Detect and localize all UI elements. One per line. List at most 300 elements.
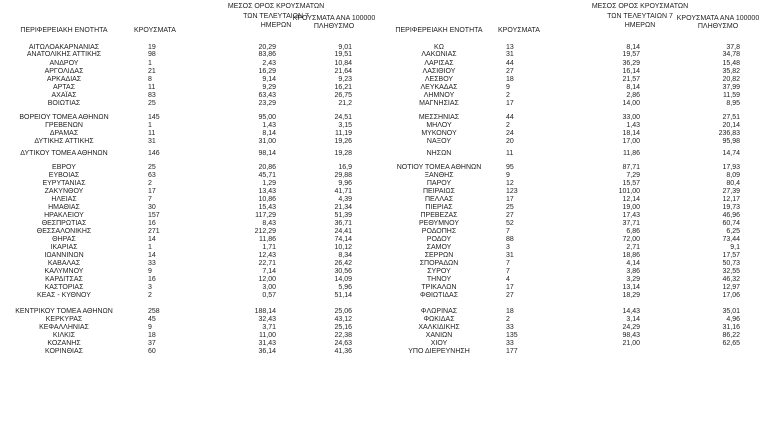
cases-per-100k-cell: 35,01: [722, 308, 740, 315]
cases-per-100k-cell: 31,16: [722, 324, 740, 331]
table-row: [0, 340, 384, 348]
cases-cell: 9: [506, 84, 510, 91]
avg-cases-cell: 36,29: [622, 60, 640, 67]
table-row: [0, 196, 384, 204]
avg-cases-cell: 23,29: [258, 100, 276, 107]
cases-cell: 135: [506, 332, 518, 339]
table-row: [384, 51, 768, 59]
cases-per-100k-cell: 11,19: [335, 130, 352, 137]
table-row: [384, 252, 768, 260]
avg-cases-cell: 16,29: [258, 68, 276, 75]
table-row: [384, 114, 768, 122]
cases-per-100k-cell: 21,2: [338, 100, 352, 107]
region-name-cell: ΧΑΛΚΙΔΙΚΗΣ: [418, 324, 460, 331]
region-name-cell: ΚΕΑΣ - ΚΥΘΝΟΥ: [37, 292, 91, 299]
region-name-cell: ΗΡΑΚΛΕΙΟΥ: [44, 212, 84, 219]
cases-per-100k-cell: 43,12: [334, 316, 352, 323]
table-row: [0, 324, 384, 332]
region-name-cell: ΑΙΤΩΛΟΑΚΑΡΝΑΝΙΑΣ: [28, 44, 100, 51]
region-name-cell: ΚΙΛΚΙΣ: [52, 332, 76, 339]
cases-per-100k-cell: 46,96: [722, 212, 740, 219]
region-name-cell: ΛΑΣΙΘΙΟΥ: [422, 68, 456, 75]
region-name-cell: ΡΕΘΥΜΝΟΥ: [418, 220, 459, 227]
cases-cell: 27: [506, 212, 514, 219]
table-row: [384, 332, 768, 340]
cases-per-100k-cell: 9,23: [338, 76, 352, 83]
cases-cell: 9: [506, 172, 510, 179]
cases-cell: 44: [506, 60, 514, 67]
cases-cell: 16: [148, 276, 156, 283]
table-row: [0, 332, 384, 340]
cases-per-100k-cell: 60,74: [722, 220, 740, 227]
avg-cases-cell: 45,71: [258, 172, 276, 179]
avg-cases-cell: 7,14: [262, 268, 276, 275]
cases-per-100k-cell: 74,14: [334, 236, 352, 243]
cases-per-100k-cell: 41,71: [334, 188, 352, 195]
cases-cell: 2: [148, 292, 152, 299]
avg-cases-cell: 8,43: [262, 220, 276, 227]
region-name-cell: ΝΗΣΩΝ: [426, 150, 452, 157]
cases-cell: 19: [148, 44, 156, 51]
avg-cases-cell: 16,14: [622, 68, 640, 75]
region-name-cell: ΖΑΚΥΝΘΟΥ: [44, 188, 84, 195]
cases-cell: 1: [148, 60, 152, 67]
cases-cell: 177: [506, 348, 518, 355]
avg-cases-cell: 1,43: [262, 122, 276, 129]
avg-cases-cell: 21,57: [622, 76, 640, 83]
region-name-cell: ΒΟΡΕΙΟΥ ΤΟΜΕΑ ΑΘΗΝΩΝ: [19, 114, 109, 121]
avg-cases-cell: 4,14: [626, 260, 640, 267]
cases-per-100k-cell: 3,15: [338, 122, 352, 129]
table-row: [384, 100, 768, 108]
avg-cases-cell: 9,14: [262, 76, 276, 83]
cases-cell: 1: [148, 244, 152, 251]
region-name-cell: ΦΘΙΩΤΙΔΑΣ: [419, 292, 459, 299]
avg-cases-cell: 8,14: [626, 44, 640, 51]
table-row: [384, 92, 768, 100]
avg-cases-cell: 11,86: [259, 236, 276, 243]
avg-cases-cell: 98,43: [622, 332, 640, 339]
per-header-line2: ΠΛΗΘΥΣΜΟ: [313, 23, 355, 30]
avg-cases-cell: 15,43: [258, 204, 276, 211]
table-row: [384, 138, 768, 146]
table-row: [0, 114, 384, 122]
table-row: [0, 348, 384, 356]
table-row: [384, 268, 768, 276]
cases-cell: 27: [506, 68, 514, 75]
table-row: [384, 316, 768, 324]
avg-cases-cell: 8,14: [262, 130, 276, 137]
region-name-cell: ΣΕΡΡΩΝ: [424, 252, 454, 259]
cases-per-100k-cell: 19,73: [722, 204, 740, 211]
cases-cell: 33: [506, 340, 514, 347]
cases-cell: 11: [506, 150, 514, 157]
avg-cases-cell: 3,71: [262, 324, 276, 331]
avg-cases-cell: 3,86: [626, 268, 640, 275]
cases-cell: 17: [506, 284, 514, 291]
table-row: [384, 236, 768, 244]
region-name-cell: ΜΑΓΝΗΣΙΑΣ: [419, 100, 459, 107]
right-table-header: [384, 3, 768, 41]
table-row: [0, 276, 384, 284]
avg-cases-cell: 3,00: [262, 284, 276, 291]
table-row: [0, 188, 384, 196]
cases-per-100k-cell: 86,22: [722, 332, 740, 339]
region-name-cell: ΛΕΣΒΟΥ: [424, 76, 454, 83]
region-name-cell: ΦΩΚΙΔΑΣ: [423, 316, 455, 323]
region-name-cell: ΣΥΡΟΥ: [427, 268, 451, 275]
table-row: [0, 284, 384, 292]
table-row: [0, 252, 384, 260]
region-name-cell: ΑΧΑΪΑΣ: [51, 92, 77, 99]
table-row: [384, 260, 768, 268]
cases-cell: 60: [148, 348, 156, 355]
table-row: [0, 76, 384, 84]
per-header-line1: ΚΡΟΥΣΜΑΤΑ ΑΝΑ 100000: [292, 15, 376, 22]
per-header-line1: ΚΡΟΥΣΜΑΤΑ ΑΝΑ 100000: [676, 15, 760, 22]
cases-per-100k-cell: 24,63: [334, 340, 352, 347]
region-name-cell: ΗΜΑΘΙΑΣ: [48, 204, 80, 211]
region-name-cell: ΠΙΕΡΙΑΣ: [425, 204, 453, 211]
cases-per-100k-cell: 80,4: [726, 180, 740, 187]
table-row: [0, 150, 384, 158]
region-name-cell: ΔΡΑΜΑΣ: [49, 130, 79, 137]
cases-cell: 18: [506, 76, 514, 83]
cases-cell: 63: [148, 172, 156, 179]
table-row: [384, 340, 768, 348]
cases-per-100k-cell: 9,1: [730, 244, 740, 251]
table-row: [384, 172, 768, 180]
region-name-cell: ΘΕΣΣΑΛΟΝΙΚΗΣ: [36, 228, 92, 235]
table-row: [0, 51, 384, 59]
table-row: [0, 130, 384, 138]
cases-cell: 9: [148, 324, 152, 331]
table-row: [0, 236, 384, 244]
cases-per-100k-cell: 15,48: [722, 60, 740, 67]
avg-cases-cell: 3,29: [626, 276, 640, 283]
avg-cases-cell: 6,86: [626, 228, 640, 235]
avg-cases-cell: 1,71: [262, 244, 276, 251]
avg-cases-cell: 19,57: [622, 51, 640, 58]
region-name-cell: ΝΑΞΟΥ: [426, 138, 452, 145]
avg-cases-cell: 63,43: [258, 92, 276, 99]
table-row: [384, 60, 768, 68]
cases-cell: 11: [148, 130, 156, 137]
cases-cell: 24: [506, 130, 514, 137]
region-name-cell: ΥΠΟ ΔΙΕΡΕΥΝΗΣΗ: [408, 348, 470, 355]
avg-cases-cell: 18,86: [622, 252, 640, 259]
cases-cell: 16: [148, 220, 156, 227]
cases-per-100k-cell: 14,74: [722, 150, 740, 157]
cases-per-100k-cell: 4,96: [726, 316, 740, 323]
table-row: [0, 180, 384, 188]
cases-cell: 31: [148, 138, 156, 145]
table-row: [384, 164, 768, 172]
left-table-header: [0, 3, 384, 41]
avg-cases-cell: 21,00: [622, 340, 640, 347]
region-name-cell: ΜΥΚΟΝΟΥ: [421, 130, 457, 137]
table-row: [384, 284, 768, 292]
region-name-cell: ΤΡΙΚΑΛΩΝ: [421, 284, 457, 291]
region-name-cell: ΡΟΔΟΥ: [426, 236, 452, 243]
cases-per-100k-cell: 6,25: [726, 228, 740, 235]
cases-per-100k-cell: 50,73: [722, 260, 740, 267]
cases-per-100k-cell: 46,32: [722, 276, 740, 283]
cases-cell: 7: [506, 260, 510, 267]
region-name-cell: ΚΩ: [434, 44, 444, 51]
table-row: [384, 68, 768, 76]
cases-per-100k-cell: 27,39: [722, 188, 740, 195]
avg-cases-cell: 32,43: [258, 316, 276, 323]
per-header-line2: ΠΛΗΘΥΣΜΟ: [697, 23, 739, 30]
cases-per-100k-cell: 236,83: [718, 130, 740, 137]
region-name-cell: ΦΛΩΡΙΝΑΣ: [420, 308, 458, 315]
table-row: [384, 324, 768, 332]
avg-cases-cell: 13,43: [258, 188, 276, 195]
region-name-cell: ΒΟΙΩΤΙΑΣ: [47, 100, 81, 107]
cases-cell: 31: [506, 252, 514, 259]
cases-cell: 2: [148, 180, 152, 187]
cases-per-100k-cell: 5,96: [338, 284, 352, 291]
region-name-cell: ΚΑΒΑΛΑΣ: [47, 260, 81, 267]
avg-header-line3: ΗΜΕΡΩΝ: [624, 22, 656, 29]
table-row: [384, 292, 768, 300]
cases-cell: 17: [148, 188, 156, 195]
cases-per-100k-cell: 34,78: [722, 51, 740, 58]
cases-cell: 44: [506, 114, 514, 121]
cases-per-100k-cell: 62,65: [722, 340, 740, 347]
cases-per-100k-cell: 25,16: [334, 324, 352, 331]
cases-cell: 25: [148, 164, 156, 171]
cases-cell: 4: [506, 276, 510, 283]
avg-cases-cell: 14,43: [622, 308, 640, 315]
cases-per-100k-cell: 36,71: [334, 220, 352, 227]
region-name-cell: ΤΗΝΟΥ: [426, 276, 452, 283]
cases-header: ΚΡΟΥΣΜΑΤΑ: [498, 27, 540, 34]
table-row: [0, 204, 384, 212]
region-header: ΠΕΡΙΦΕΡΕΙΑΚΗ ΕΝΟΤΗΤΑ: [395, 27, 483, 34]
region-name-cell: ΣΑΜΟΥ: [426, 244, 452, 251]
cases-cell: 9: [148, 268, 152, 275]
cases-per-100k-cell: 8,95: [726, 100, 740, 107]
cases-cell: 11: [148, 84, 156, 91]
table-row: [384, 122, 768, 130]
table-row: [384, 150, 768, 158]
avg-cases-cell: 36,14: [258, 348, 276, 355]
cases-cell: 33: [148, 260, 156, 267]
table-row: [0, 122, 384, 130]
region-name-cell: ΝΟΤΙΟΥ ΤΟΜΕΑ ΑΘΗΝΩΝ: [396, 164, 482, 171]
avg-cases-cell: 98,14: [258, 150, 276, 157]
region-name-cell: ΠΑΡΟΥ: [426, 180, 452, 187]
cases-cell: 7: [148, 196, 152, 203]
region-name-cell: ΣΠΟΡΑΔΩΝ: [419, 260, 459, 267]
region-name-cell: ΙΩΑΝΝΙΝΩΝ: [44, 252, 84, 259]
cases-per-100k-cell: 30,56: [334, 268, 352, 275]
table-row: [384, 228, 768, 236]
cases-per-100k-cell: 12,97: [722, 284, 740, 291]
cases-per-100k-cell: 12,17: [722, 196, 740, 203]
region-name-cell: ΔΥΤΙΚΗΣ ΑΤΤΙΚΗΣ: [34, 138, 94, 145]
cases-per-100k-cell: 21,34: [334, 204, 352, 211]
avg-cases-cell: 0,57: [262, 292, 276, 299]
cases-per-100k-cell: 11,59: [723, 92, 740, 99]
avg-cases-cell: 33,00: [622, 114, 640, 121]
cases-per-100k-cell: 26,42: [334, 260, 352, 267]
avg-cases-cell: 87,71: [622, 164, 640, 171]
avg-cases-cell: 10,86: [258, 196, 276, 203]
cases-per-100k-cell: 4,39: [338, 196, 352, 203]
cases-cell: 33: [506, 324, 514, 331]
region-name-cell: ΙΚΑΡΙΑΣ: [50, 244, 78, 251]
region-name-cell: ΘΗΡΑΣ: [52, 236, 76, 243]
cases-cell: 157: [148, 212, 160, 219]
cases-cell: 83: [148, 92, 156, 99]
avg-cases-cell: 117,29: [255, 212, 276, 219]
cases-cell: 7: [506, 228, 510, 235]
table-row: [384, 204, 768, 212]
avg-cases-cell: 18,29: [622, 292, 640, 299]
avg-cases-cell: 13,14: [622, 284, 640, 291]
table-row: [0, 164, 384, 172]
region-name-cell: ΚΑΛΥΜΝΟΥ: [44, 268, 84, 275]
region-name-cell: ΕΥΒΟΙΑΣ: [48, 172, 80, 179]
avg-cases-cell: 14,00: [622, 100, 640, 107]
table-row: [384, 244, 768, 252]
table-row: [0, 212, 384, 220]
cases-cell: 7: [506, 268, 510, 275]
cases-per-100k-cell: 37,99: [722, 84, 740, 91]
cases-cell: 12: [506, 180, 514, 187]
region-name-cell: ΧΑΝΙΩΝ: [425, 332, 453, 339]
avg-cases-cell: 72,00: [622, 236, 640, 243]
cases-per-100k-cell: 41,36: [334, 348, 352, 355]
cases-per-100k-cell: 9,01: [338, 44, 352, 51]
cases-cell: 17: [506, 196, 514, 203]
cases-per-100k-cell: 10,84: [334, 60, 352, 67]
avg-cases-cell: 20,86: [258, 164, 276, 171]
cases-per-100k-cell: 17,57: [722, 252, 740, 259]
avg-cases-cell: 95,00: [258, 114, 276, 121]
cases-cell: 95: [506, 164, 514, 171]
region-name-cell: ΚΕΝΤΡΙΚΟΥ ΤΟΜΕΑ ΑΘΗΝΩΝ: [15, 308, 113, 315]
table-row: [384, 212, 768, 220]
region-name-cell: ΘΕΣΠΡΩΤΙΑΣ: [41, 220, 87, 227]
cases-per-100k-cell: 20,82: [722, 76, 740, 83]
region-name-cell: ΑΝΔΡΟΥ: [49, 60, 79, 67]
cases-per-100k-cell: 29,88: [334, 172, 352, 179]
table-row: [0, 60, 384, 68]
region-name-cell: ΕΒΡΟΥ: [52, 164, 76, 171]
avg-cases-cell: 12,43: [258, 252, 276, 259]
cases-per-100k-cell: 19,26: [334, 138, 352, 145]
cases-per-100k-cell: 24,51: [334, 114, 352, 121]
region-name-cell: ΚΟΖΑΝΗΣ: [47, 340, 81, 347]
cases-per-100k-cell: 19,51: [334, 51, 352, 58]
cases-per-100k-cell: 21,64: [334, 68, 352, 75]
region-name-cell: ΛΕΥΚΑΔΑΣ: [420, 84, 458, 91]
region-name-cell: ΠΕΛΛΑΣ: [424, 196, 454, 203]
cases-cell: 2: [506, 122, 510, 129]
avg-cases-cell: 37,71: [622, 220, 640, 227]
table-row: [384, 188, 768, 196]
avg-cases-cell: 12,14: [622, 196, 640, 203]
avg-cases-cell: 188,14: [254, 308, 276, 315]
cases-cell: 20: [506, 138, 514, 145]
cases-per-100k-cell: 20,14: [722, 122, 740, 129]
table-row: [384, 220, 768, 228]
cases-per-100k-cell: 24,41: [334, 228, 352, 235]
avg-cases-cell: 2,71: [626, 244, 640, 251]
cases-per-100k-cell: 16,9: [338, 164, 352, 171]
table-row: [0, 172, 384, 180]
avg-cases-cell: 31,43: [258, 340, 276, 347]
avg-cases-cell: 1,29: [262, 180, 276, 187]
cases-cell: 27: [506, 292, 514, 299]
table-row: [0, 100, 384, 108]
cases-per-100k-cell: 9,96: [338, 180, 352, 187]
cases-per-100k-cell: 26,75: [334, 92, 352, 99]
region-name-cell: ΚΑΡΔΙΤΣΑΣ: [45, 276, 83, 283]
region-name-cell: ΛΑΚΩΝΙΑΣ: [421, 51, 457, 58]
cases-per-100k-cell: 17,93: [722, 164, 740, 171]
cases-per-100k-cell: 27,51: [722, 114, 740, 121]
avg-cases-cell: 9,29: [262, 84, 276, 91]
cases-per-100k-cell: 37,8: [726, 44, 740, 51]
table-row: [0, 308, 384, 316]
avg-cases-cell: 31,00: [258, 138, 276, 145]
table-row: [384, 308, 768, 316]
cases-cell: 25: [148, 100, 156, 107]
cases-cell: 18: [506, 308, 514, 315]
region-name-cell: ΑΡΓΟΛΙΔΑΣ: [44, 68, 84, 75]
table-row: [384, 180, 768, 188]
avg-cases-cell: 1,43: [626, 122, 640, 129]
table-row: [384, 84, 768, 92]
table-row: [0, 260, 384, 268]
cases-cell: 145: [148, 114, 160, 121]
cases-per-100k-cell: 16,21: [334, 84, 352, 91]
region-name-cell: ΜΗΛΟΥ: [426, 122, 452, 129]
table-row: [0, 244, 384, 252]
table-row: [384, 196, 768, 204]
table-row: [384, 130, 768, 138]
table-row: [384, 276, 768, 284]
region-header: ΠΕΡΙΦΕΡΕΙΑΚΗ ΕΝΟΤΗΤΑ: [20, 27, 108, 34]
avg-header-line2: ΤΩΝ ΤΕΛΕΥΤΑΙΩΝ 7: [607, 13, 673, 20]
avg-cases-cell: 12,00: [258, 276, 276, 283]
cases-per-100k-cell: 51,39: [334, 212, 352, 219]
avg-cases-cell: 11,86: [623, 150, 640, 157]
avg-cases-cell: 101,00: [618, 188, 640, 195]
cases-cell: 31: [506, 51, 514, 58]
table-row: [0, 316, 384, 324]
cases-per-100k-cell: 14,09: [334, 276, 352, 283]
region-name-cell: ΚΕΦΑΛΛΗΝΙΑΣ: [39, 324, 89, 331]
avg-cases-cell: 22,71: [258, 260, 276, 267]
region-name-cell: ΜΕΣΣΗΝΙΑΣ: [418, 114, 460, 121]
table-row: [0, 228, 384, 236]
cases-per-100k-cell: 73,44: [722, 236, 740, 243]
cases-cell: 88: [506, 236, 514, 243]
avg-header-line3: ΗΜΕΡΩΝ: [260, 22, 292, 29]
table-row: [0, 92, 384, 100]
cases-cell: 98: [148, 51, 156, 58]
table-row: [384, 348, 768, 356]
avg-header-line1: ΜΕΣΟΣ ΟΡΟΣ ΚΡΟΥΣΜΑΤΩΝ: [591, 3, 689, 10]
cases-per-100k-cell: 51,14: [334, 292, 352, 299]
cases-per-100k-cell: 8,09: [726, 172, 740, 179]
